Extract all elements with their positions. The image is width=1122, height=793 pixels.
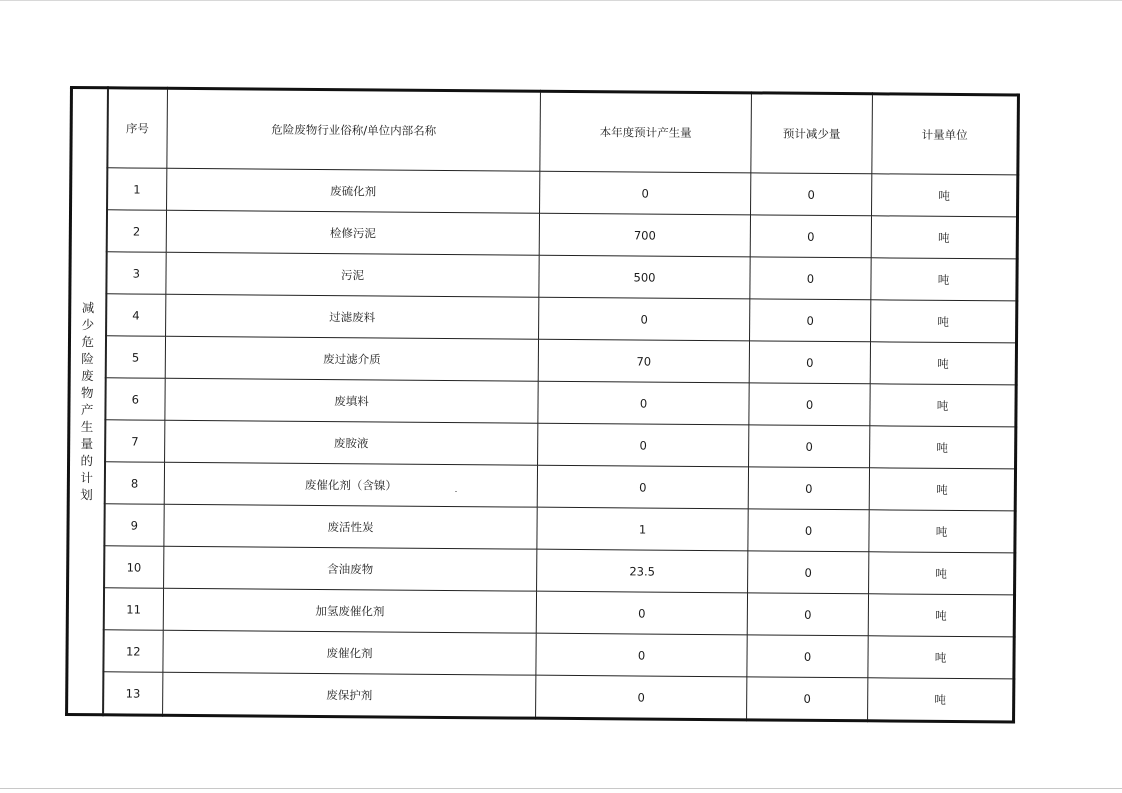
row-annual-output-cell: 70 [538, 339, 749, 383]
row-index-cell: 10 [104, 546, 164, 588]
row-unit-cell: 吨 [871, 216, 1017, 259]
row-waste-name-cell: 废胺液 [165, 420, 538, 465]
side-label-text: 减少危险废物产生量的计划 [80, 300, 95, 503]
row-reduction-cell: 0 [748, 467, 869, 510]
row-waste-name-cell: 废硫化剂 [167, 168, 540, 213]
row-unit-cell: 吨 [871, 258, 1017, 301]
row-unit-cell: 吨 [868, 636, 1014, 679]
row-reduction-cell: 0 [749, 383, 870, 426]
row-waste-name-cell: 废活性炭 [164, 504, 537, 549]
row-annual-output-cell: 0 [539, 297, 750, 341]
row-waste-name-cell: 含油废物 [164, 546, 537, 591]
header-annual-output: 本年度预计产生量 [540, 91, 752, 173]
row-annual-output-cell: 23.5 [537, 549, 748, 593]
row-reduction-cell: 0 [747, 635, 868, 678]
row-waste-name-cell: 加氢废催化剂 [163, 588, 536, 633]
row-index-cell: 9 [104, 504, 164, 546]
table-row [70, 252, 1017, 301]
row-index-cell: 2 [106, 210, 166, 252]
table-row [67, 587, 1014, 636]
header-row [71, 88, 1019, 175]
row-waste-name-cell: 废填料 [165, 378, 538, 423]
row-annual-output-cell: 0 [537, 465, 748, 509]
row-unit-cell: 吨 [870, 426, 1016, 469]
row-reduction-cell: 0 [748, 509, 869, 552]
row-waste-name-cell: 过滤废料 [166, 294, 539, 339]
row-annual-output-cell: 500 [539, 255, 750, 299]
side-label-cell [67, 88, 108, 715]
row-waste-name-cell: 废催化剂 [163, 630, 536, 675]
row-reduction-cell: 0 [747, 593, 868, 636]
row-reduction-cell: 0 [749, 425, 870, 468]
row-index-cell: 5 [105, 336, 165, 378]
row-index-cell: 7 [105, 420, 165, 462]
row-index-cell: 1 [107, 168, 167, 210]
table-row [68, 462, 1015, 511]
table-row [70, 210, 1017, 259]
row-unit-cell: 吨 [872, 174, 1018, 217]
row-unit-cell: 吨 [870, 342, 1016, 385]
row-index-cell: 12 [103, 630, 163, 672]
row-unit-cell: 吨 [871, 300, 1017, 343]
row-unit-cell: 吨 [868, 594, 1014, 637]
table-row [69, 336, 1016, 385]
row-waste-name-cell: 废保护剂 [163, 672, 536, 718]
row-waste-name-cell: 废过滤介质 [165, 336, 538, 381]
row-unit-cell: 吨 [869, 510, 1015, 553]
table-row [71, 168, 1018, 217]
row-index-cell: 11 [103, 588, 163, 630]
table-row [68, 503, 1015, 552]
row-waste-name-cell: 检修污泥 [166, 210, 539, 255]
row-annual-output-cell: 700 [539, 213, 750, 257]
page-edge-bottom [0, 788, 1122, 789]
hazardous-waste-reduction-table [65, 86, 1020, 723]
header-waste-name: 危险废物行业俗称/单位内部名称 [167, 88, 541, 171]
table-row [69, 420, 1016, 469]
row-annual-output-cell: 0 [540, 171, 751, 215]
row-reduction-cell: 0 [750, 215, 871, 258]
row-annual-output-cell: 0 [536, 591, 747, 635]
row-index-cell: 6 [105, 378, 165, 420]
table-row [68, 545, 1015, 594]
row-index-cell: 13 [103, 672, 163, 715]
header-unit: 计量单位 [872, 94, 1019, 175]
header-index: 序号 [107, 88, 168, 168]
row-unit-cell: 吨 [869, 552, 1015, 595]
table-row [67, 671, 1014, 721]
row-reduction-cell: 0 [749, 341, 870, 384]
row-annual-output-cell: 0 [536, 633, 747, 677]
table-row [70, 294, 1017, 343]
row-reduction-cell: 0 [747, 677, 868, 721]
row-annual-output-cell: 0 [536, 675, 747, 720]
row-reduction-cell: 0 [751, 173, 872, 216]
row-annual-output-cell: 0 [538, 381, 749, 425]
table-row [67, 629, 1014, 678]
scan-speck [455, 491, 457, 492]
row-unit-cell: 吨 [870, 384, 1016, 427]
row-unit-cell: 吨 [868, 678, 1014, 722]
row-index-cell: 4 [106, 294, 166, 336]
row-waste-name-cell: 污泥 [166, 252, 539, 297]
row-unit-cell: 吨 [869, 468, 1015, 511]
row-annual-output-cell: 1 [537, 507, 748, 551]
row-index-cell: 8 [104, 462, 164, 504]
row-reduction-cell: 0 [748, 551, 869, 594]
scanned-sheet [65, 86, 1017, 714]
row-annual-output-cell: 0 [538, 423, 749, 467]
header-reduction: 预计减少量 [751, 93, 873, 174]
page-edge-top [0, 0, 1122, 1]
row-reduction-cell: 0 [750, 299, 871, 342]
row-index-cell: 3 [106, 252, 166, 294]
table-row [69, 378, 1016, 427]
row-reduction-cell: 0 [750, 257, 871, 300]
row-waste-name-cell: 废催化剂（含镍） [164, 462, 537, 507]
